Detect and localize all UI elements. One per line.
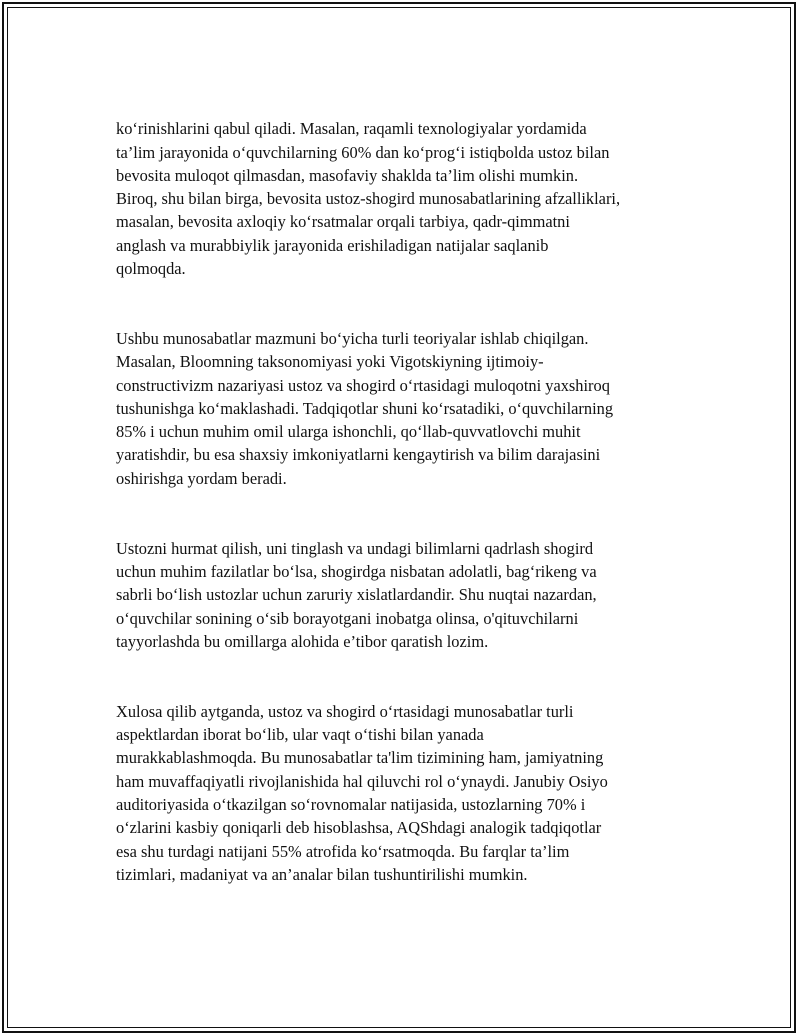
paragraph-3: Ustozni hurmat qilish, uni tinglash va undagi bilimlarni qadrlash shogird uchun muhim fazilatlar bo‘lsa, shogirdga nisbatan adolatli, bag‘rikeng va sabrli bo‘lish ustozlar uchun zaruriy xislatlardandir. Shu nuqtai nazardan, o‘quvchilar sonining o‘sib borayotgani inobatga olinsa, o'qituvchilarni tayyorlashda bu omillarga alohida e’tibor qaratish lozim. [116, 538, 597, 651]
paragraph-2: Ushbu munosabatlar mazmuni bo‘yicha turli teoriyalar ishlab chiqilgan. Masalan, Bloomning taksonomiyasi yoki Vigotskiyning ijtimoiy- constructivizm nazariyasi ustoz va shogird o‘rtasidagi muloqotni yaxshiroq tushunishga ko‘maklashadi. Tadqiqotlar shuni ko‘rsatadiki, o‘quvchilarning 85% i uchun muhim omil ularga ishonchli, qo‘llab-quvvatlovchi muhit yaratishdir, bu esa shaxsiy imkoniyatlarni kengaytirish va bilim darajasini oshirishga yordam beradi. [116, 328, 614, 488]
paragraph-1: ko‘rinishlarini qabul qiladi. Masalan, raqamli texnologiyalar yordamida ta’lim jarayonida o‘quvchilarning 60% dan ko‘prog‘i istiqbolda ustoz bilan bevosita muloqot qilmasdan, masofaviy shaklda ta’lim olishi mumkin. Biroq, shu bilan birga, bevosita ustoz-shogird munosabatlarining afzalliklari, masalan, bevosita axloqiy ko‘rsatmalar orqali tarbiya, qadr-qimmatni anglash va murabbiylik jarayonida erishiladigan natijalar saqlanib qolmoqda. [116, 119, 621, 279]
paragraph-4: Xulosa qilib aytganda, ustoz va shogird o‘rtasidagi munosabatlar turli aspektlardan iborat bo‘lib, ular vaqt o‘tishi bilan yanada murakkablashmoqda. Bu munosabatlar ta'lim tizimining ham, jamiyatning ham muvaffaqiyatli rivojlanishida hal qiluvchi rol o‘ynaydi. Janubiy Osiyo auditoriyasida o‘tkazilgan so‘rovnomalar natijasida, ustozlarning 70% i o‘zlarini kasbiy qoniqarli deb hisoblashsa, AQShdagi analogik tadqiqotlar esa shu turdagi natijani 55% atrofida ko‘rsatmoqda. Bu farqlar ta’lim tizimlari, madaniyat va an’analar bilan tushuntirilishi mumkin. [116, 701, 608, 884]
document-body [116, 94, 676, 933]
